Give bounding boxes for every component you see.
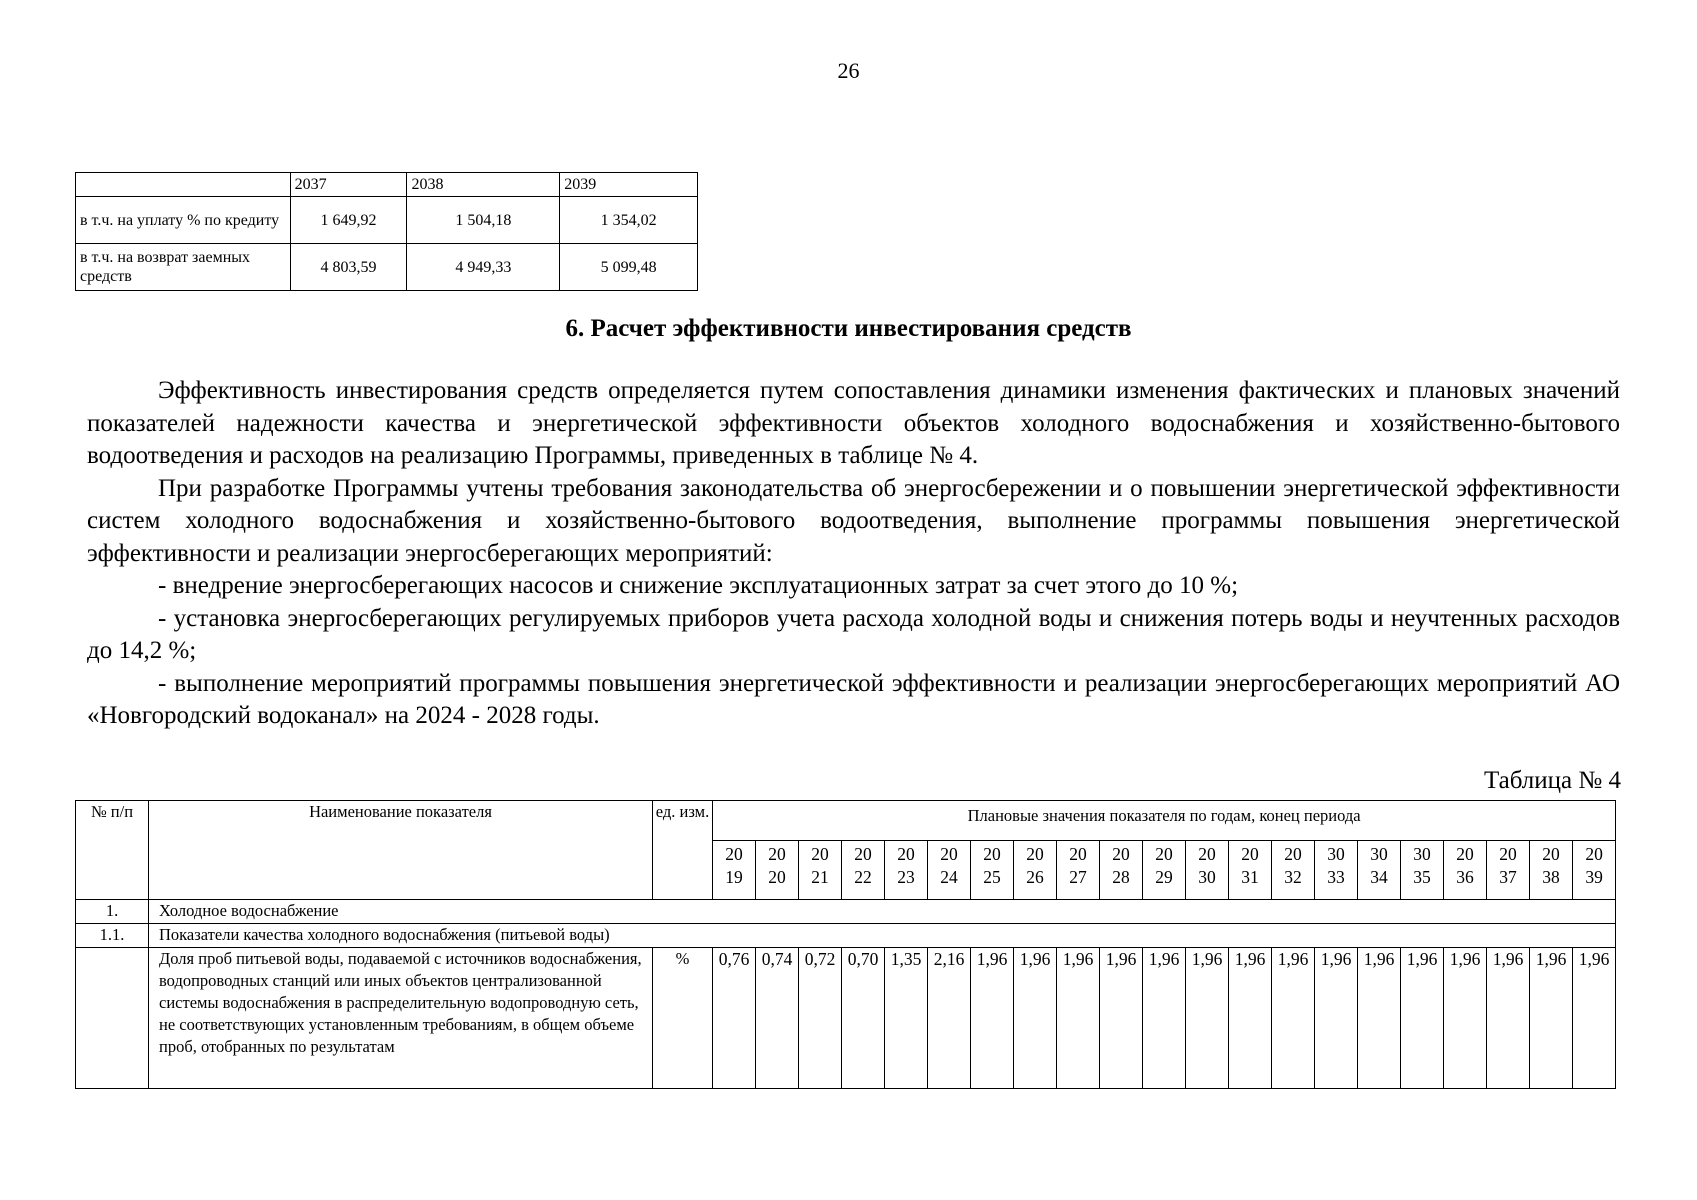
- indicator-value: 1,96: [1530, 948, 1573, 1089]
- year-part: 20: [1284, 844, 1302, 864]
- indicator-value: 1,96: [1057, 948, 1100, 1089]
- paragraph: - внедрение энергосберегающих насосов и снижение эксплуатационных затрат за счет этого до 10 %;: [158, 572, 1239, 599]
- year-header: [756, 841, 799, 900]
- section-row: [76, 924, 1616, 948]
- year-header: [713, 841, 756, 900]
- year-part: 37: [1499, 867, 1517, 887]
- indicator-unit: %: [653, 948, 713, 1089]
- year-part: 38: [1542, 867, 1560, 887]
- year-part: 27: [1069, 867, 1087, 887]
- year-header: [1272, 841, 1315, 900]
- year-part: 30: [1370, 844, 1388, 864]
- year-part: 30: [1198, 867, 1216, 887]
- financing-header-row: [76, 173, 698, 197]
- indicator-value: 0,76: [713, 948, 756, 1089]
- year-header: [971, 841, 1014, 900]
- year-part: 20: [1155, 844, 1173, 864]
- year-header: [1186, 841, 1229, 900]
- section-title: 6. Расчет эффективности инвестирования средств: [565, 315, 1132, 342]
- year-header: [1401, 841, 1444, 900]
- financing-row: [76, 244, 698, 291]
- paragraph: Эффективность инвестирования средств определяется путем сопоставления динамики изменения фактических и плановых значений показателей надежности качества и энергетической эффективности объектов холодного водоснабжения и хозяйственно-бытового водоотведения и расходов на реализацию Программы, приведенных в таблице № 4.: [87, 377, 1620, 469]
- year-part: 29: [1155, 867, 1173, 887]
- financing-table: [75, 172, 698, 291]
- year-part: 19: [725, 867, 743, 887]
- year-part: 20: [1456, 844, 1474, 864]
- indicators-header-row: [76, 801, 1616, 841]
- section-num: 1.: [76, 900, 149, 924]
- indicator-value: 1,96: [1358, 948, 1401, 1089]
- year-part: 28: [1112, 867, 1130, 887]
- year-header: [1573, 841, 1616, 900]
- financing-value: 1 354,02: [560, 197, 698, 244]
- year-part: 20: [983, 844, 1001, 864]
- section-name: Показатели качества холодного водоснабжения (питьевой воды): [149, 924, 1616, 948]
- year-part: 20: [811, 844, 829, 864]
- section-row: [76, 900, 1616, 924]
- year-header: [842, 841, 885, 900]
- indicator-value: 0,72: [799, 948, 842, 1089]
- paragraph: При разработке Программы учтены требования законодательства об энергосбережении и о повышении энергетической эффективности систем холодного водоснабжения и хозяйственно-бытового водоотведения, выполнение программы повышения энергетической эффективности и реализации энергосберегающих мероприятий:: [87, 474, 1620, 567]
- year-header: [799, 841, 842, 900]
- year-part: 21: [811, 867, 829, 887]
- year-part: 20: [725, 844, 743, 864]
- year-part: 24: [940, 867, 958, 887]
- indicator-value: 1,96: [1100, 948, 1143, 1089]
- year-part: 20: [768, 844, 786, 864]
- year-part: 20: [897, 844, 915, 864]
- indicator-value: 1,96: [1487, 948, 1530, 1089]
- year-header: [1229, 841, 1272, 900]
- year-part: 30: [1327, 844, 1345, 864]
- financing-row-label: в т.ч. на возврат заемных средств: [76, 244, 291, 291]
- financing-row: [76, 197, 698, 244]
- indicators-table: [75, 800, 1616, 1089]
- financing-value: 4 949,33: [407, 244, 560, 291]
- year-part: 36: [1456, 867, 1474, 887]
- header-name: Наименование показателя: [149, 801, 653, 900]
- indicator-value: 1,96: [971, 948, 1014, 1089]
- year-part: 25: [983, 867, 1001, 887]
- financing-year: 2037: [290, 173, 407, 197]
- year-header: [1057, 841, 1100, 900]
- indicator-value: 1,35: [885, 948, 928, 1089]
- financing-year: 2039: [560, 173, 698, 197]
- header-num: № п/п: [76, 801, 149, 900]
- year-part: 35: [1413, 867, 1431, 887]
- year-header: [1444, 841, 1487, 900]
- financing-year: 2038: [407, 173, 560, 197]
- year-part: 20: [1026, 844, 1044, 864]
- year-part: 20: [1241, 844, 1259, 864]
- indicator-value: 1,96: [1186, 948, 1229, 1089]
- section-name: Холодное водоснабжение: [149, 900, 1616, 924]
- indicator-value: 2,16: [928, 948, 971, 1089]
- financing-header-empty: [76, 173, 291, 197]
- year-part: 20: [1198, 844, 1216, 864]
- section-num: 1.1.: [76, 924, 149, 948]
- year-part: 31: [1241, 867, 1259, 887]
- indicator-name: Доля проб питьевой воды, подаваемой с источников водоснабжения, водопроводных станций или иных объектов централизованной системы водоснабжения в распределительную водопроводную сеть, не соответствующих установленным требованиям, в общем объеме проб, отобранных по результатам: [159, 949, 642, 1056]
- year-part: 20: [854, 844, 872, 864]
- year-part: 39: [1585, 867, 1603, 887]
- year-part: 30: [1413, 844, 1431, 864]
- indicator-value: 1,96: [1401, 948, 1444, 1089]
- year-part: 20: [1069, 844, 1087, 864]
- year-header: [1358, 841, 1401, 900]
- year-part: 20: [940, 844, 958, 864]
- header-unit: ед. изм.: [653, 801, 713, 900]
- year-part: 23: [897, 867, 915, 887]
- year-part: 20: [1499, 844, 1517, 864]
- year-header: [928, 841, 971, 900]
- year-part: 20: [1585, 844, 1603, 864]
- indicator-value: 1,96: [1315, 948, 1358, 1089]
- financing-value: 4 803,59: [290, 244, 407, 291]
- year-part: 32: [1284, 867, 1302, 887]
- indicator-value: 1,96: [1014, 948, 1057, 1089]
- indicator-value: 1,96: [1272, 948, 1315, 1089]
- year-part: 20: [1112, 844, 1130, 864]
- indicator-name-cell: [149, 948, 653, 1089]
- page-number: 26: [837, 58, 860, 83]
- indicator-row: [76, 948, 1616, 1089]
- year-header: [1100, 841, 1143, 900]
- year-header: [1014, 841, 1057, 900]
- paragraph: - установка энергосберегающих регулируемых приборов учета расхода холодной воды и снижения потерь воды и неучтенных расходов до 14,2 %;: [87, 604, 1620, 664]
- indicator-value: 1,96: [1573, 948, 1616, 1089]
- year-header: [1487, 841, 1530, 900]
- header-plan: Плановые значения показателя по годам, конец периода: [713, 801, 1616, 841]
- year-part: 22: [854, 867, 872, 887]
- year-part: 26: [1026, 867, 1044, 887]
- indicator-value: 0,74: [756, 948, 799, 1089]
- year-header: [885, 841, 928, 900]
- financing-value: 5 099,48: [560, 244, 698, 291]
- year-part: 20: [1542, 844, 1560, 864]
- indicator-value: 1,96: [1229, 948, 1272, 1089]
- year-header: [1530, 841, 1573, 900]
- year-part: 33: [1327, 867, 1345, 887]
- indicator-value: 1,96: [1143, 948, 1186, 1089]
- indicator-num: [76, 948, 149, 1089]
- paragraph: - выполнение мероприятий программы повышения энергетической эффективности и реализации энергосберегающих мероприятий АО «Новгородский водоканал» на 2024 - 2028 годы.: [87, 669, 1620, 729]
- year-header: [1315, 841, 1358, 900]
- financing-value: 1 649,92: [290, 197, 407, 244]
- indicator-value: 1,96: [1444, 948, 1487, 1089]
- indicator-value: 0,70: [842, 948, 885, 1089]
- financing-value: 1 504,18: [407, 197, 560, 244]
- table-caption: Таблица № 4: [1483, 767, 1621, 794]
- year-header: [1143, 841, 1186, 900]
- year-part: 20: [768, 867, 786, 887]
- financing-row-label: в т.ч. на уплату % по кредиту: [76, 197, 291, 244]
- year-part: 34: [1370, 867, 1388, 887]
- body-text: [87, 375, 1620, 733]
